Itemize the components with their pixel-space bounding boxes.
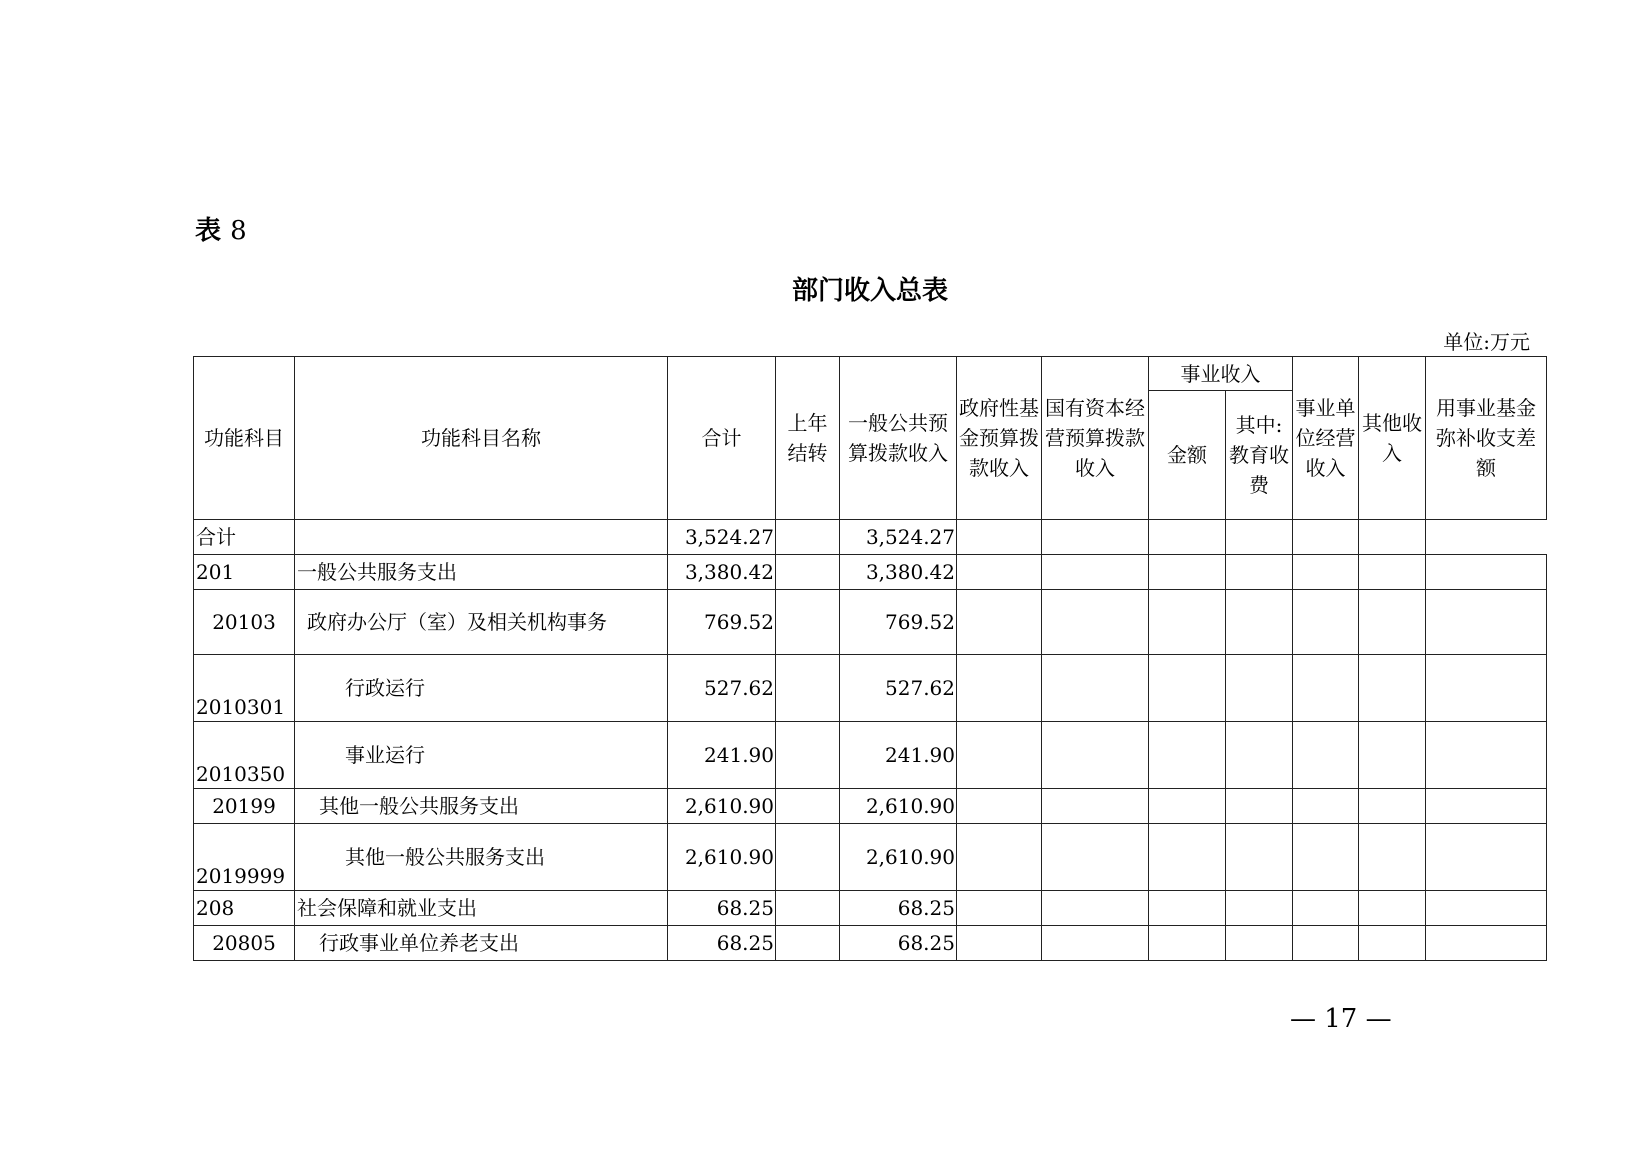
col-header-fund-compensation: 用事业基金弥补收支差额 bbox=[1426, 357, 1547, 520]
table-row bbox=[194, 555, 1547, 590]
col-header-other-income: 其他收入 bbox=[1359, 357, 1426, 520]
row-general-budget: 3,524.27 bbox=[840, 520, 957, 555]
page-number: — 17 — bbox=[1290, 1004, 1392, 1034]
col-header-total: 合计 bbox=[668, 357, 776, 520]
row-carryover bbox=[776, 891, 840, 926]
row-total: 68.25 bbox=[668, 926, 776, 961]
row-code: 20805 bbox=[194, 926, 295, 961]
row-carryover bbox=[776, 655, 840, 722]
row-name: 行政事业单位养老支出 bbox=[295, 926, 668, 961]
col-header-name: 功能科目名称 bbox=[295, 357, 668, 520]
row-total: 3,380.42 bbox=[668, 555, 776, 590]
row-carryover bbox=[776, 824, 840, 891]
row-general-budget: 68.25 bbox=[840, 891, 957, 926]
row-carryover bbox=[776, 789, 840, 824]
page-title: 部门收入总表 bbox=[791, 276, 948, 306]
table-label bbox=[195, 210, 247, 247]
table-row bbox=[194, 520, 1547, 555]
row-name bbox=[295, 520, 668, 555]
row-code: 2019999 bbox=[194, 824, 295, 891]
row-general-budget: 241.90 bbox=[840, 722, 957, 789]
row-name: 行政运行 bbox=[295, 655, 668, 722]
row-name: 事业运行 bbox=[295, 722, 668, 789]
row-carryover bbox=[776, 722, 840, 789]
row-general-budget: 68.25 bbox=[840, 926, 957, 961]
table-row bbox=[194, 891, 1547, 926]
table-label-number: 8 bbox=[230, 216, 247, 246]
row-code: 20103 bbox=[194, 590, 295, 655]
row-carryover bbox=[776, 555, 840, 590]
row-name: 社会保障和就业支出 bbox=[295, 891, 668, 926]
table-row bbox=[194, 722, 1547, 789]
row-total: 3,524.27 bbox=[668, 520, 776, 555]
row-code: 20199 bbox=[194, 789, 295, 824]
col-header-code: 功能科目 bbox=[194, 357, 295, 520]
row-carryover bbox=[776, 520, 840, 555]
row-code: 合计 bbox=[194, 520, 295, 555]
row-code: 2010350 bbox=[194, 722, 295, 789]
row-name: 其他一般公共服务支出 bbox=[295, 789, 668, 824]
row-general-budget: 2,610.90 bbox=[840, 824, 957, 891]
col-header-gov-fund: 政府性基金预算拨款收入 bbox=[957, 357, 1042, 520]
table-label-prefix: 表 bbox=[195, 216, 222, 246]
row-total: 68.25 bbox=[668, 891, 776, 926]
income-summary-table bbox=[193, 356, 1547, 961]
row-general-budget: 769.52 bbox=[840, 590, 957, 655]
row-code: 201 bbox=[194, 555, 295, 590]
row-name: 其他一般公共服务支出 bbox=[295, 824, 668, 891]
col-header-business-income: 事业收入 bbox=[1149, 357, 1293, 391]
row-total: 2,610.90 bbox=[668, 789, 776, 824]
row-code: 208 bbox=[194, 891, 295, 926]
table-row bbox=[194, 789, 1547, 824]
row-carryover bbox=[776, 926, 840, 961]
row-code: 2010301 bbox=[194, 655, 295, 722]
row-name: 政府办公厅（室）及相关机构事务 bbox=[295, 590, 668, 655]
table-row bbox=[194, 655, 1547, 722]
row-general-budget: 527.62 bbox=[840, 655, 957, 722]
table-row bbox=[194, 824, 1547, 891]
col-header-general-budget: 一般公共预算拨款收入 bbox=[840, 357, 957, 520]
col-header-business-amount: 金额 bbox=[1149, 391, 1226, 520]
row-total: 527.62 bbox=[668, 655, 776, 722]
col-header-state-capital: 国有资本经营预算拨款收入 bbox=[1042, 357, 1149, 520]
col-header-unit-operation: 事业单位经营收入 bbox=[1293, 357, 1359, 520]
table-row bbox=[194, 926, 1547, 961]
row-total: 2,610.90 bbox=[668, 824, 776, 891]
row-general-budget: 2,610.90 bbox=[840, 789, 957, 824]
col-header-carryover: 上年结转 bbox=[776, 357, 840, 520]
row-total: 241.90 bbox=[668, 722, 776, 789]
unit-label: 单位:万元 bbox=[1443, 330, 1530, 354]
row-general-budget: 3,380.42 bbox=[840, 555, 957, 590]
row-total: 769.52 bbox=[668, 590, 776, 655]
row-name: 一般公共服务支出 bbox=[295, 555, 668, 590]
row-carryover bbox=[776, 590, 840, 655]
table-row bbox=[194, 590, 1547, 655]
col-header-business-edu: 其中:教育收费 bbox=[1226, 391, 1293, 520]
